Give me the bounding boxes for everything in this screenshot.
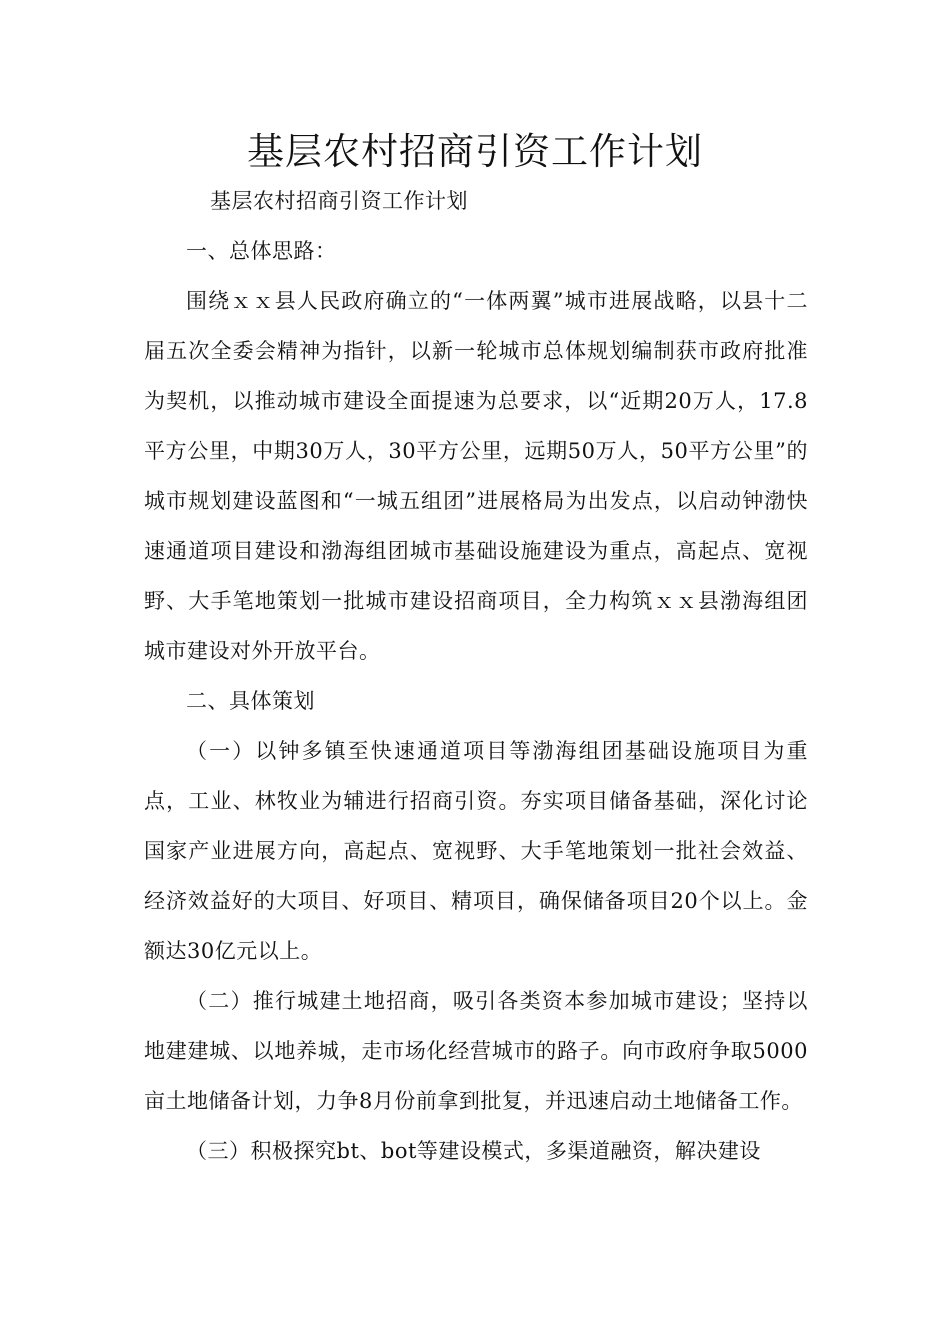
paragraph-item-3: （三）积极探究bt、bot等建设模式，多渠道融资，解决建设 bbox=[186, 1139, 761, 1163]
paragraph-overall-approach: 围绕ｘｘ县人民政府确立的“一体两翼”城市进展战略，以县十二届五次全委会精神为指针，以新一轮城市总体规划编制获市政府批准为契机，以推动城市建设全面提速为总要求，以“近期20万人，17.8平方公里，中期30万人，30平方公里，远期50万人，50平方公里”的城市规划建设蓝图和“一城五组团”进展格局为出发点，以启动钟渤快速通道项目建设和渤海组团城市基础设施建设为重点，高起点、宽视野、大手笔地策划一批城市建设招商项目，全力构筑ｘｘ县渤海组团城市建设对外开放平台。 bbox=[144, 289, 808, 663]
document-title: 基层农村招商引资工作计划 bbox=[247, 130, 703, 173]
document-subtitle: 基层农村招商引资工作计划 bbox=[210, 189, 468, 213]
paragraph-item-2: （二）推行城建土地招商，吸引各类资本参加城市建设；坚持以地建建城、以地养城，走市场化经营城市的路子。向市政府争取5000亩土地储备计划，力争8月份前拿到批复，并迅速启动土地储备工作。 bbox=[144, 989, 808, 1113]
document-body bbox=[144, 176, 808, 1176]
section-heading-overall-approach: 一、总体思路： bbox=[186, 239, 337, 263]
section-heading-specific-planning: 二、具体策划 bbox=[186, 689, 315, 713]
paragraph-item-1: （一）以钟多镇至快速通道项目等渤海组团基础设施项目为重点，工业、林牧业为辅进行招商引资。夯实项目储备基础，深化讨论国家产业进展方向，高起点、宽视野、大手笔地策划一批社会效益、经济效益好的大项目、好项目、精项目，确保储备项目20个以上。金额达30亿元以上。 bbox=[144, 739, 808, 963]
